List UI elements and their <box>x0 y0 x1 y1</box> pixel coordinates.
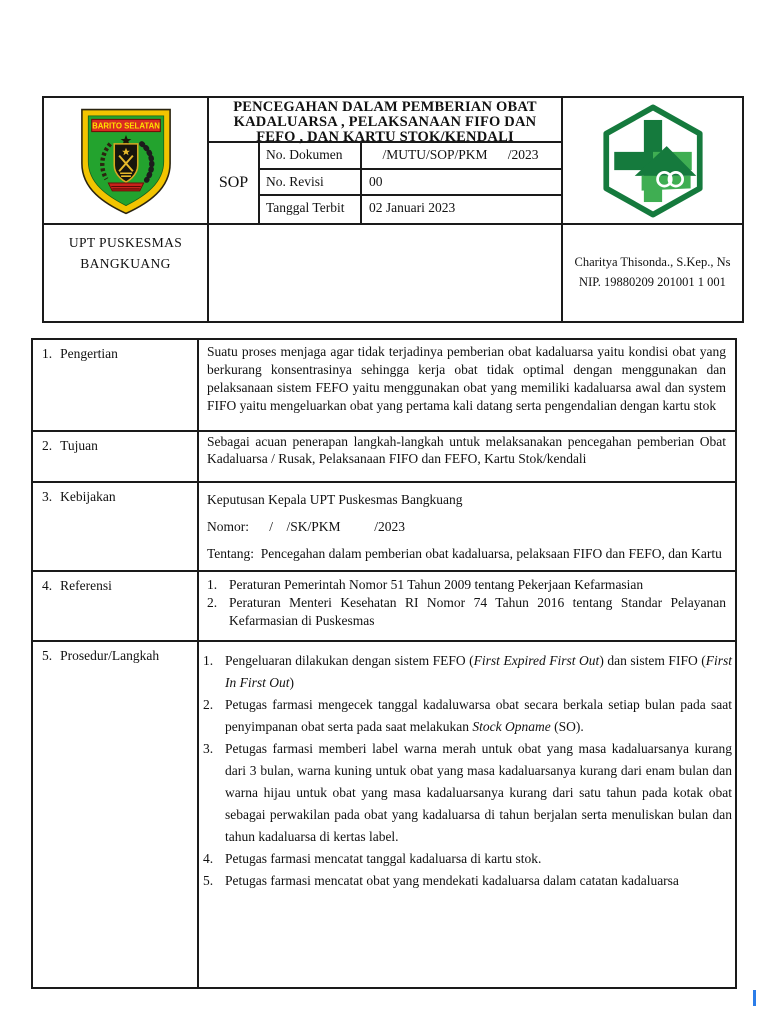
issue-date-label: Tanggal Terbit <box>260 196 362 223</box>
kebijakan-line-2: Nomor: / /SK/PKM /2023 <box>207 519 406 534</box>
puskesmas-logo-icon <box>595 104 711 218</box>
org-name-line-1: UPT PUSKESMAS <box>68 235 183 250</box>
issue-date-value: 02 Januari 2023 <box>369 200 456 216</box>
referensi-item: 1. Peraturan Pemerintah Nomor 51 Tahun 2009 tentang Pekerjaan Kefarmasian <box>207 577 644 592</box>
sop-info-grid <box>209 143 561 223</box>
title-line-3: FEFO , DAN KARTU STOK/KENDALI <box>256 129 514 146</box>
revision-value: 00 <box>362 170 561 197</box>
seal-banner-text: BARITO SELATAN <box>91 121 160 131</box>
section-content-kebijakan <box>199 483 735 572</box>
prosedur-step: 5. Petugas farmasi mencatat obat yang mendekati kadaluarsa dalam catatan kadaluarsa <box>203 873 679 888</box>
kebijakan-line-3: Tentang: Pencegahan dalam pemberian obat kadaluarsa, pelaksaan FIFO dan FEFO, dan Kartu <box>207 546 722 561</box>
tujuan-paragraph: Sebagai acuan penerapan langkah-langkah untuk melaksanakan pencegahan pemberian Obat Kadaluarsa / Rusak, Pelaksanaan FIFO dan FEFO, Kartu Stok/kendali <box>207 434 726 466</box>
sop-header-table <box>42 96 744 323</box>
barito-selatan-seal-icon <box>77 104 175 218</box>
doc-number-value: /MUTU/SOP/PKM /2023 <box>362 143 561 170</box>
prosedur-step: 2. Petugas farmasi mengecek tanggal kadaluwarsa obat secara berkala setiap bulan pada saat penyimpanan obat serta pada saat melakukan Stock Opname (SO). <box>203 697 732 734</box>
regency-seal-cell <box>44 98 209 225</box>
signatory-nip: NIP. 19880209 201001 1 001 <box>579 275 726 289</box>
doc-number-label: No. Dokumen <box>260 143 362 170</box>
section-label-tujuan: 2. Tujuan <box>33 432 199 483</box>
header-blank-cell <box>209 225 563 321</box>
prosedur-step: 4. Petugas farmasi mencatat tanggal kadaluarsa di kartu stok. <box>203 851 542 866</box>
org-name-line-2: BANGKUANG <box>80 256 171 271</box>
title-line-2: KADALUARSA , PELAKSANAAN FIFO DAN <box>233 114 537 131</box>
section-content-referensi <box>199 572 735 642</box>
pengertian-paragraph: Suatu proses menjaga agar tidak terjadinya pemberian obat kadaluarsa yaitu kondisi obat yang berkurang konsentrasinya sehingga kerja obat tidak optimal dengan menggunakan dan pelaksanaan sistem FEFO yaitu menggunakan obat yang memiliki kadaluarsa awal dan system FIFO yaitu mengeluarkan obat yang pertama kali datang serta pengendalian dengan kartu stok <box>207 344 726 413</box>
signatory-name: Charitya Thisonda., S.Kep., Ns <box>574 255 731 269</box>
section-content-prosedur <box>199 642 735 987</box>
revision-label: No. Revisi <box>260 170 362 197</box>
section-label-referensi: 4. Referensi <box>33 572 199 642</box>
sop-content-table <box>31 338 737 989</box>
section-label-pengertian: 1. Pengertian <box>33 340 199 432</box>
section-content-pengertian <box>199 340 735 432</box>
signatory-cell <box>563 225 742 321</box>
prosedur-step: 3. Petugas farmasi memberi label warna merah untuk obat yang masa kadaluarsanya kurang dari 3 bulan, warna kuning untuk obat yang masa kadaluarsanya kurang dari enam bulan dan warna hijau untuk obat yang masa kadaluarsanya kurang dari satu tahun pada kotak obat sebagai perwakilan pada obat yang kadaluarsa di tahun berjalan serta menuliskan bulan dan tahun kadaluarsa di kertas label. <box>203 741 732 844</box>
kebijakan-line-1: Keputusan Kepala UPT Puskesmas Bangkuang <box>207 492 463 507</box>
prosedur-step: 1. Pengeluaran dilakukan dengan sistem FEFO (First Expired First Out) dan sistem FIFO (First In First Out) <box>203 653 733 690</box>
puskesmas-logo-cell <box>563 98 742 225</box>
section-content-tujuan <box>199 432 735 483</box>
text-cursor <box>753 990 756 1006</box>
section-label-prosedur: 5. Prosedur/Langkah <box>33 642 199 987</box>
header-middle-cell <box>209 98 563 225</box>
sop-type-label: SOP <box>209 143 260 223</box>
organization-name <box>44 225 209 321</box>
section-label-kebijakan: 3. Kebijakan <box>33 483 199 572</box>
referensi-item: 2. Peraturan Menteri Kesehatan RI Nomor 74 Tahun 2016 tentang Standar Pelayanan Kefarmasian di Puskesmas <box>207 595 726 628</box>
document-title <box>209 98 561 146</box>
title-line-1: PENCEGAHAN DALAM PEMBERIAN OBAT <box>233 99 537 115</box>
